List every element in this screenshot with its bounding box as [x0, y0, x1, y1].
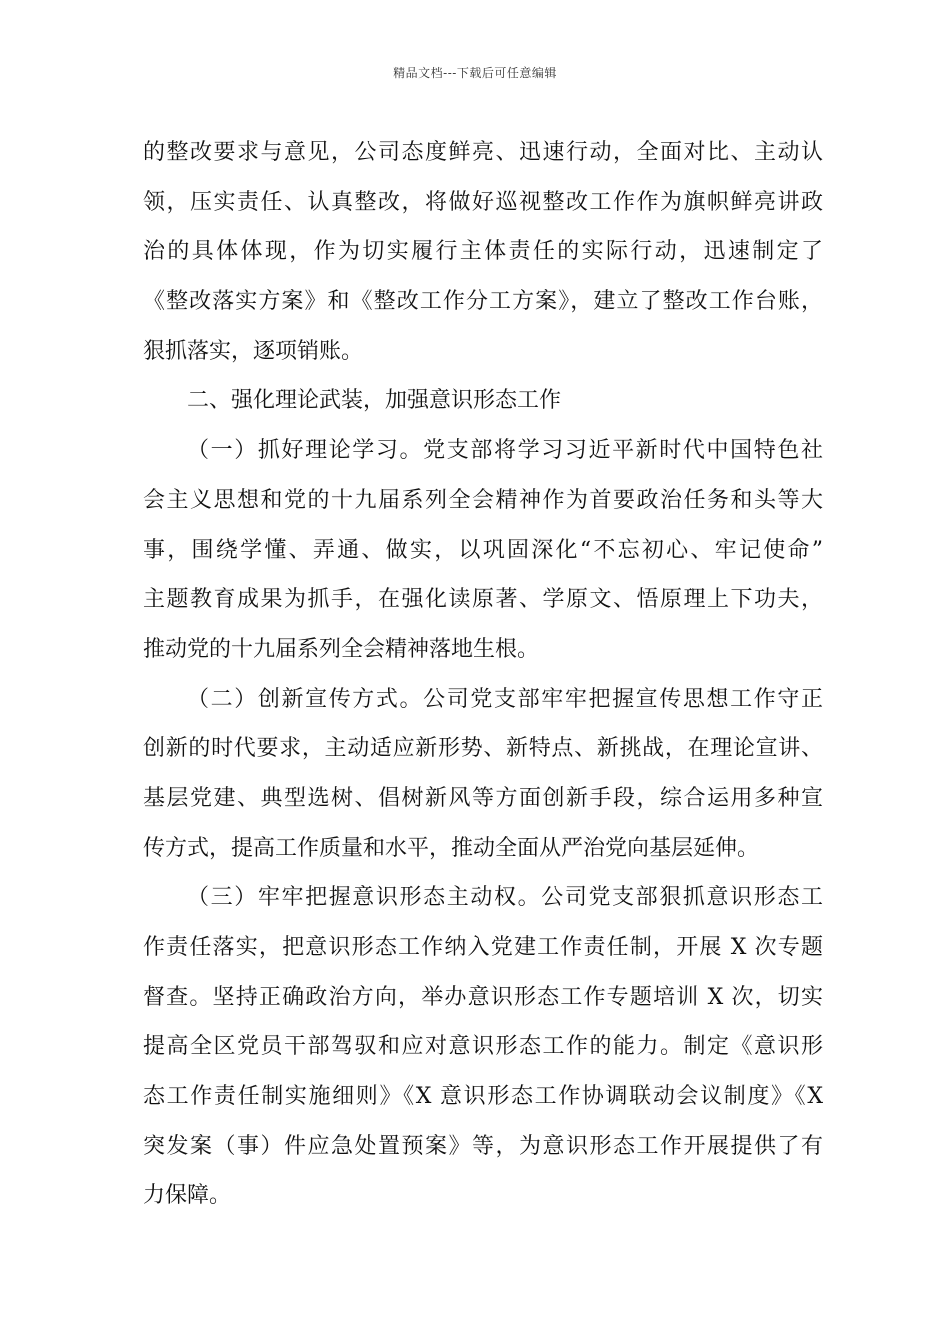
text-line: 作责任落实，把意识形态工作纳入党建工作责任制，开展 X 次专题: [143, 935, 823, 960]
text-line: 狠抓落实，逐项销账。: [143, 338, 364, 364]
text-line: 力保障。: [143, 1183, 232, 1209]
text-line: 基层党建、典型选树、倡树新风等方面创新手段，综合运用多种宣: [143, 785, 823, 811]
text-line: 突发案（事）件应急处置预案》等，为意识形态工作开展提供了有: [143, 1133, 823, 1159]
body-text: [143, 128, 823, 1221]
text-line: 《整改落实方案》和《整改工作分工方案》，建立了整改工作台账，: [143, 289, 823, 315]
text-line: （三）牢牢把握意识形态主动权。公司党支部狠抓意识形态工: [187, 885, 823, 911]
text-line: 二、强化理论武装，加强意识形态工作: [187, 388, 562, 414]
text-line: 督查。坚持正确政治方向，举办意识形态工作专题培训 X 次，切实: [143, 984, 823, 1010]
text-line: 态工作责任制实施细则》《X 意识形态工作协调联动会议制度》《X: [143, 1084, 823, 1110]
text-line: 的整改要求与意见，公司态度鲜亮、迅速行动，全面对比、主动认: [143, 140, 823, 165]
text-line: 会主义思想和党的十九届系列全会精神作为首要政治任务和头等大: [143, 487, 823, 513]
text-line: （二）创新宣传方式。公司党支部牢牢把握宣传思想工作守正: [187, 686, 823, 712]
text-line: 创新的时代要求，主动适应新形势、新特点、新挑战，在理论宣讲、: [143, 736, 823, 762]
text-line: 领，压实责任、认真整改，将做好巡视整改工作作为旗帜鲜亮讲政: [143, 189, 823, 215]
text-line: （一）抓好理论学习。党支部将学习习近平新时代中国特色社: [187, 438, 823, 464]
text-line: 治的具体体现，作为切实履行主体责任的实际行动，迅速制定了: [143, 239, 823, 265]
text-line: 主题教育成果为抓手，在强化读原著、学原文、悟原理上下功夫，: [143, 587, 823, 613]
text-line: 传方式，提高工作质量和水平，推动全面从严治党向基层延伸。: [143, 835, 760, 861]
text-line: 推动党的十九届系列全会精神落地生根。: [143, 636, 540, 662]
text-line: 提高全区党员干部驾驭和应对意识形态工作的能力。制定《意识形: [143, 1034, 823, 1060]
text-line: 事，围绕学懂、弄通、做实，以巩固深化“不忘初心、牢记使命”: [143, 537, 823, 563]
page-header: 精品文档---下载后可任意编辑: [393, 66, 557, 80]
